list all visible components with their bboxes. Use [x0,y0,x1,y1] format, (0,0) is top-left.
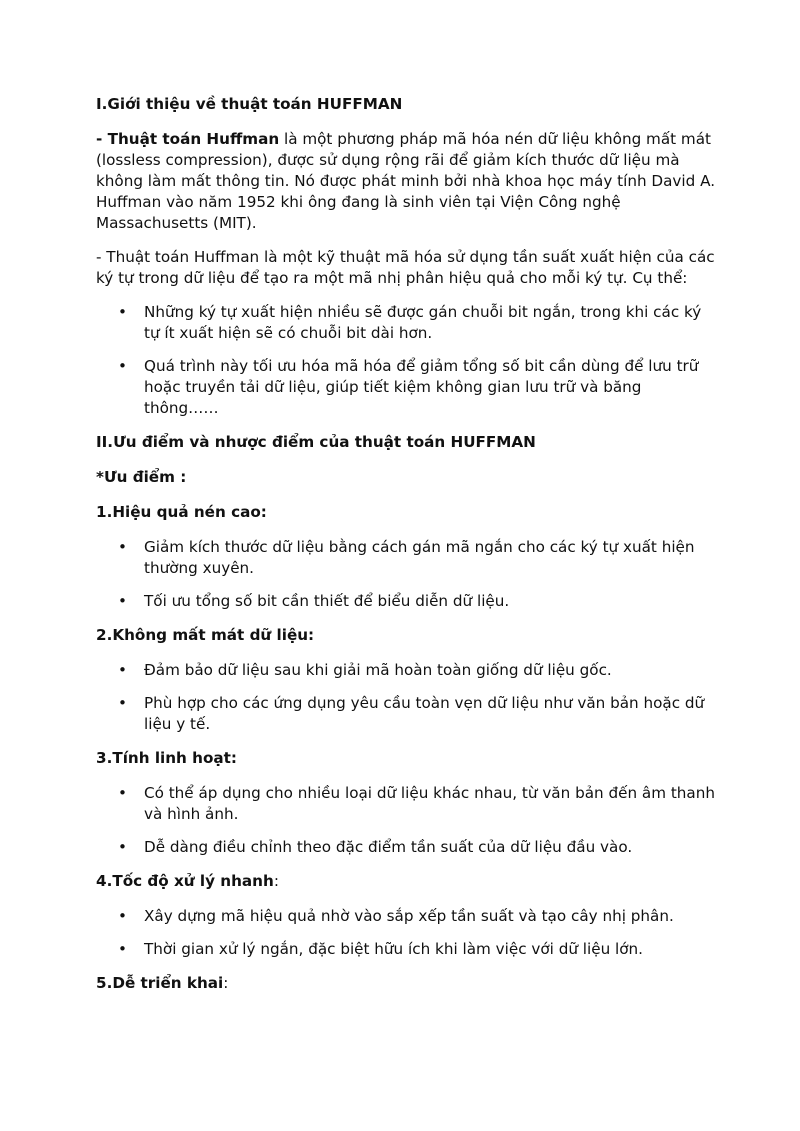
advantage-3-title: 3.Tính linh hoạt: [96,749,237,767]
list-item [96,356,716,419]
intro-paragraph [96,129,716,234]
section-2-heading: II.Ưu điểm và nhược điểm của thuật toán HUFFMAN [96,433,536,451]
advantage-1-title: 1.Hiệu quả nén cao: [96,503,267,521]
list-item-text: Những ký tự xuất hiện nhiều sẽ được gán chuỗi bit ngắn, trong khi các ký tự ít xuất hiện sẽ có chuỗi bit dài hơn. [144,303,702,342]
advantage-2-list [96,660,716,735]
list-item [96,693,716,735]
advantages-label: *Ưu điểm : [96,468,187,486]
list-item [96,537,716,579]
list-item [96,783,716,825]
bullet-icon: • [118,694,127,712]
advantage-4-list [96,906,716,960]
advantage-5-title-colon: : [223,974,229,992]
list-item-text: Có thể áp dụng cho nhiều loại dữ liệu khác nhau, từ văn bản đến âm thanh và hình ảnh. [144,784,715,823]
list-item-text: Quá trình này tối ưu hóa mã hóa để giảm tổng số bit cần dùng để lưu trữ hoặc truyền tải dữ liệu, giúp tiết kiệm không gian lưu trữ và băng thông…… [144,357,699,417]
list-item [96,837,716,858]
list-item-text: Xây dựng mã hiệu quả nhờ vào sắp xếp tần suất và tạo cây nhị phân. [144,907,674,925]
bullet-icon: • [118,592,127,610]
list-item [96,302,716,344]
bullet-icon: • [118,661,127,679]
bullet-icon: • [118,784,127,802]
intro-text: là một phương pháp mã hóa nén dữ liệu không mất mát (lossless compression), được sử dụng rộng rãi để giảm kích thước dữ liệu mà không làm mất thông tin. Nó được phát minh bởi nhà khoa học máy tính David A. Huffman vào năm 1952 khi ông đang là sinh viên tại Viện Công nghệ Massachusetts (MIT). [96,130,716,232]
advantage-2-title: 2.Không mất mát dữ liệu: [96,626,315,644]
advantage-4-title-text: 4.Tốc độ xử lý nhanh [96,872,274,890]
intro-dash: - [96,130,108,148]
bullet-icon: • [118,940,127,958]
advantage-1-list [96,537,716,612]
bullet-icon: • [118,907,127,925]
bullet-icon: • [118,357,127,375]
list-item-text: Thời gian xử lý ngắn, đặc biệt hữu ích khi làm việc với dữ liệu lớn. [144,940,643,958]
section-1-heading: I.Giới thiệu về thuật toán HUFFMAN [96,95,403,113]
bullet-icon: • [118,303,127,321]
bullet-icon: • [118,838,127,856]
list-item-text: Đảm bảo dữ liệu sau khi giải mã hoàn toàn giống dữ liệu gốc. [144,661,612,679]
advantage-3-list [96,783,716,858]
list-item [96,591,716,612]
document-content [96,94,716,1008]
intro-bullet-list [96,302,716,419]
list-item-text: Phù hợp cho các ứng dụng yêu cầu toàn vẹn dữ liệu như văn bản hoặc dữ liệu y tế. [144,694,705,733]
advantage-5-title [96,973,716,994]
list-item [96,660,716,681]
list-item-text: Giảm kích thước dữ liệu bằng cách gán mã ngắn cho các ký tự xuất hiện thường xuyên. [144,538,695,577]
intro-bold-term: Thuật toán Huffman [107,130,280,148]
list-item [96,906,716,927]
algorithm-paragraph: - Thuật toán Huffman là một kỹ thuật mã hóa sử dụng tần suất xuất hiện của các ký tự trong dữ liệu để tạo ra một mã nhị phân hiệu quả cho mỗi ký tự. Cụ thể: [96,248,715,287]
list-item [96,939,716,960]
list-item-text: Tối ưu tổng số bit cần thiết để biểu diễn dữ liệu. [144,592,510,610]
advantage-5-title-text: 5.Dễ triển khai [96,974,224,992]
advantage-4-title-colon: : [273,872,279,890]
advantage-4-title [96,871,716,892]
bullet-icon: • [118,538,127,556]
list-item-text: Dễ dàng điều chỉnh theo đặc điểm tần suất của dữ liệu đầu vào. [144,838,633,856]
